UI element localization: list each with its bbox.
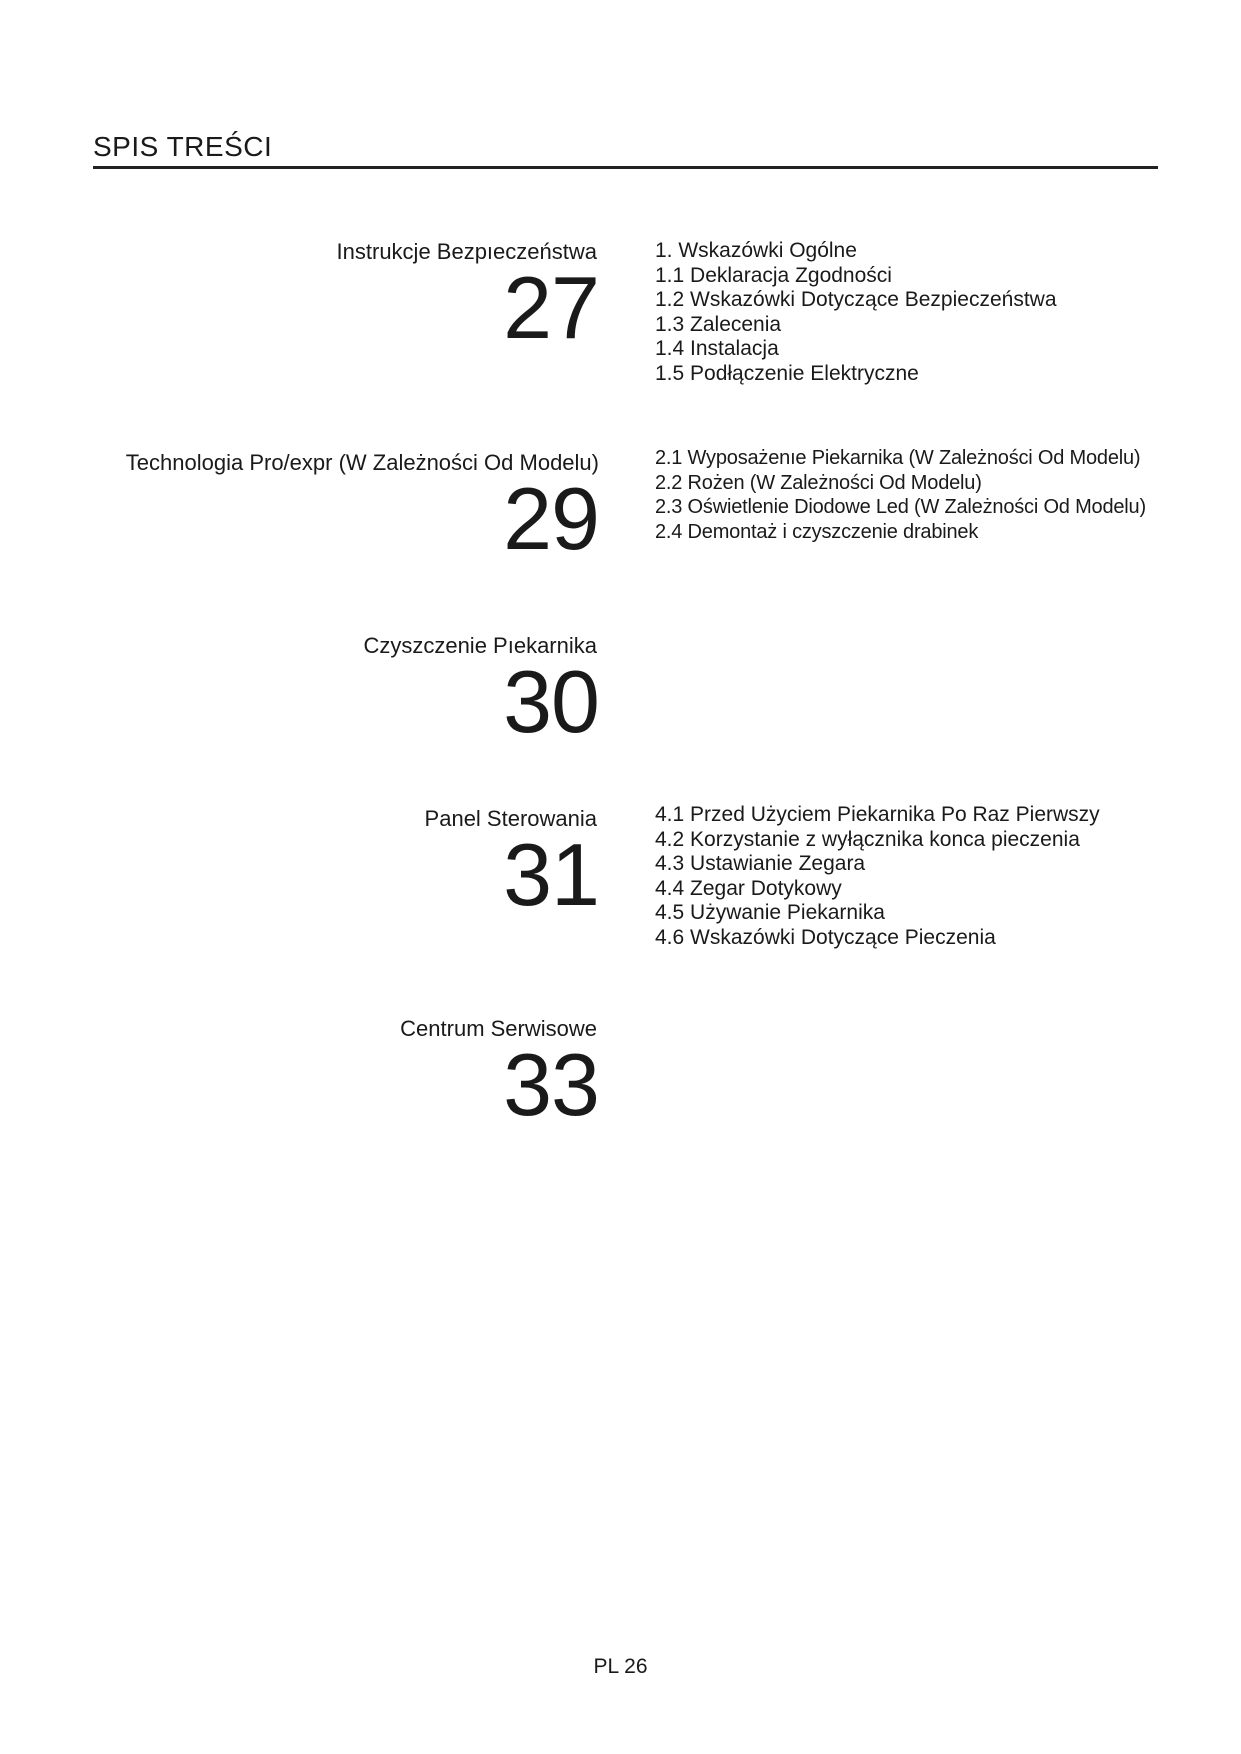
subsection-item: 1.4 Instalacja — [655, 337, 779, 360]
subsection-item: 2.3 Oświetlenie Diodowe Led (W Zależności Od Modelu) — [655, 496, 1146, 518]
subsection-item: 1. Wskazówki Ogólne — [655, 239, 857, 262]
section-title: Instrukcje Bezpıeczeństwa — [336, 239, 597, 264]
subsection-list — [655, 446, 1146, 544]
subsection-item: 2.4 Demontaż i czyszczenie drabinek — [655, 520, 979, 543]
section-page-number: 30 — [503, 652, 599, 751]
section-page-number: 33 — [503, 1035, 599, 1134]
section-page-number: 27 — [503, 258, 599, 357]
section-page-number: 29 — [503, 469, 599, 568]
subsection-item: 1.2 Wskazówki Dotyczące Bezpieczeństwa — [655, 288, 1057, 311]
subsection-list — [655, 803, 1100, 950]
subsection-item: 2.1 Wyposażenıe Piekarnika (W Zależności Od Modelu) — [655, 447, 1141, 469]
subsection-item: 1.1 Deklaracja Zgodności — [655, 263, 892, 287]
subsection-item: 1.3 Zalecenia — [655, 312, 782, 336]
section-title: Technologia Pro/expr (W Zależności Od Modelu) — [125, 450, 599, 475]
section-page-number: 31 — [503, 825, 599, 924]
page-title: SPIS TREŚCI — [93, 131, 273, 162]
section-title: Centrum Serwisowe — [400, 1016, 597, 1041]
subsection-item: 4.3 Ustawianie Zegara — [655, 852, 866, 875]
subsection-item: 2.2 Rożen (W Zależności Od Modelu) — [655, 471, 982, 494]
subsection-item: 4.4 Zegar Dotykowy — [655, 876, 842, 900]
subsection-item: 1.5 Podłączenie Elektryczne — [655, 361, 919, 385]
subsection-list — [655, 239, 1057, 386]
subsection-item: 4.2 Korzystanie z wyłącznika konca pieczenia — [655, 827, 1080, 851]
section-title: Czyszczenie Pıekarnika — [363, 633, 597, 658]
subsection-item: 4.1 Przed Użyciem Piekarnika Po Raz Pierwszy — [655, 803, 1100, 826]
header — [93, 130, 1158, 169]
footer-page-label: PL 26 — [593, 1655, 648, 1678]
subsection-item: 4.5 Używanie Piekarnika — [655, 901, 885, 924]
section-title: Panel Sterowania — [424, 806, 597, 831]
subsection-item: 4.6 Wskazówki Dotyczące Pieczenia — [655, 925, 996, 949]
